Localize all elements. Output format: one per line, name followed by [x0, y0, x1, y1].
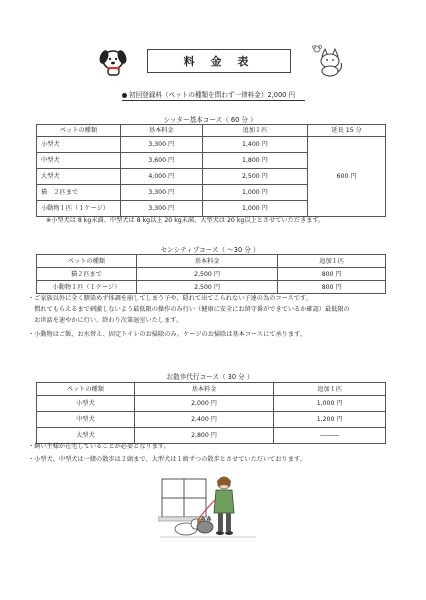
- pet-sitter-illustration: [158, 473, 258, 543]
- sitter-course-heading: シッター基本コース（ 60 分 ）: [163, 116, 257, 124]
- table-row: 小型犬 2,000 円 1,000 円: [37, 396, 386, 412]
- col-pet-type: ペットの種類: [37, 125, 121, 137]
- col-base-fee: 基本料金: [120, 125, 202, 137]
- sensitive-note-2: 慣れてもらえるまで刺激しないよう最低限の操作のみ行い（健康に安全にお留守番ができているか確認）最低限の: [28, 306, 350, 313]
- page-title: 料 金 表: [147, 49, 291, 73]
- col-additional: 追加１匹: [274, 383, 386, 396]
- walk-table: [36, 382, 386, 444]
- col-base-fee: 基本料金: [134, 383, 274, 396]
- col-extension: 延長 15 分: [308, 125, 386, 137]
- sitter-table: [36, 124, 386, 217]
- bullet-icon: [122, 93, 127, 98]
- col-pet-type: ペットの種類: [37, 383, 135, 396]
- cat-icon: [308, 42, 346, 78]
- table-header-row: [37, 255, 386, 268]
- weight-note: ※小型犬は 8 kg未満、中型犬は 8 kg以上 20 kg未満、大型犬は 20 kg以上とさせていただきます。: [46, 217, 325, 224]
- table-row: 小動物１匹（１ケージ） 2,500 円 800 円: [37, 281, 386, 294]
- sensitive-table: [36, 254, 386, 294]
- dog-icon: [96, 44, 130, 78]
- sensitive-note-1: ・ご家族以外に全く馴染めず体調を崩してしまう子や、隠れて出てこられない子達の為のコースです。: [28, 295, 312, 302]
- table-row: 大型犬 2,800 円 ―――: [37, 428, 386, 444]
- table-header-row: [37, 383, 386, 396]
- walk-note-2: ・小型犬、中型犬は一緒の散歩は２頭まで、大型犬は１頭ずつの散歩とさせていただいております。: [28, 456, 306, 463]
- walk-course-heading: お散歩代行コース（ 30 分 ）: [166, 373, 254, 381]
- sensitive-note-3: お世話を速やかに行い、終わり次第退室いたします。: [28, 317, 183, 324]
- table-row: 猫２匹まで 2,500 円 800 円: [37, 268, 386, 281]
- extension-price: 600 円: [308, 137, 386, 217]
- registration-underline: [122, 100, 305, 101]
- sensitive-course-heading: センシティブコース（ ～30 分 ）: [160, 246, 260, 254]
- table-row: 猫 ２匹まで 3,300 円 1,000 円: [37, 185, 386, 201]
- table-row: 小動物１匹（１ケージ） 3,300 円 1,000 円: [37, 201, 386, 217]
- sensitive-note-4: ・小動物はご飯、お水替え、固定トイレのお掃除のみ。ケージのお掃除は基本コースにて承ります。: [28, 331, 306, 338]
- table-row: 大型犬 4,000 円 2,500 円: [37, 169, 386, 185]
- col-additional: 追加１匹: [202, 125, 308, 137]
- table-row: 中型犬 2,400 円 1,200 円: [37, 412, 386, 428]
- table-row: 中型犬 3,600 円 1,800 円: [37, 153, 386, 169]
- table-row: 小型犬 3,300 円 1,400 円 600 円: [37, 137, 386, 153]
- col-pet-type: ペットの種類: [37, 255, 137, 268]
- col-additional: 追加１匹: [278, 255, 386, 268]
- col-base-fee: 基本料金: [136, 255, 277, 268]
- walk-note-1: ・飼い主様が在宅していることが必要となります。: [28, 443, 170, 450]
- registration-fee: 初回登録料（ペットの種類を問わず一律料金）2,000 円: [122, 91, 295, 100]
- table-header-row: [37, 125, 386, 137]
